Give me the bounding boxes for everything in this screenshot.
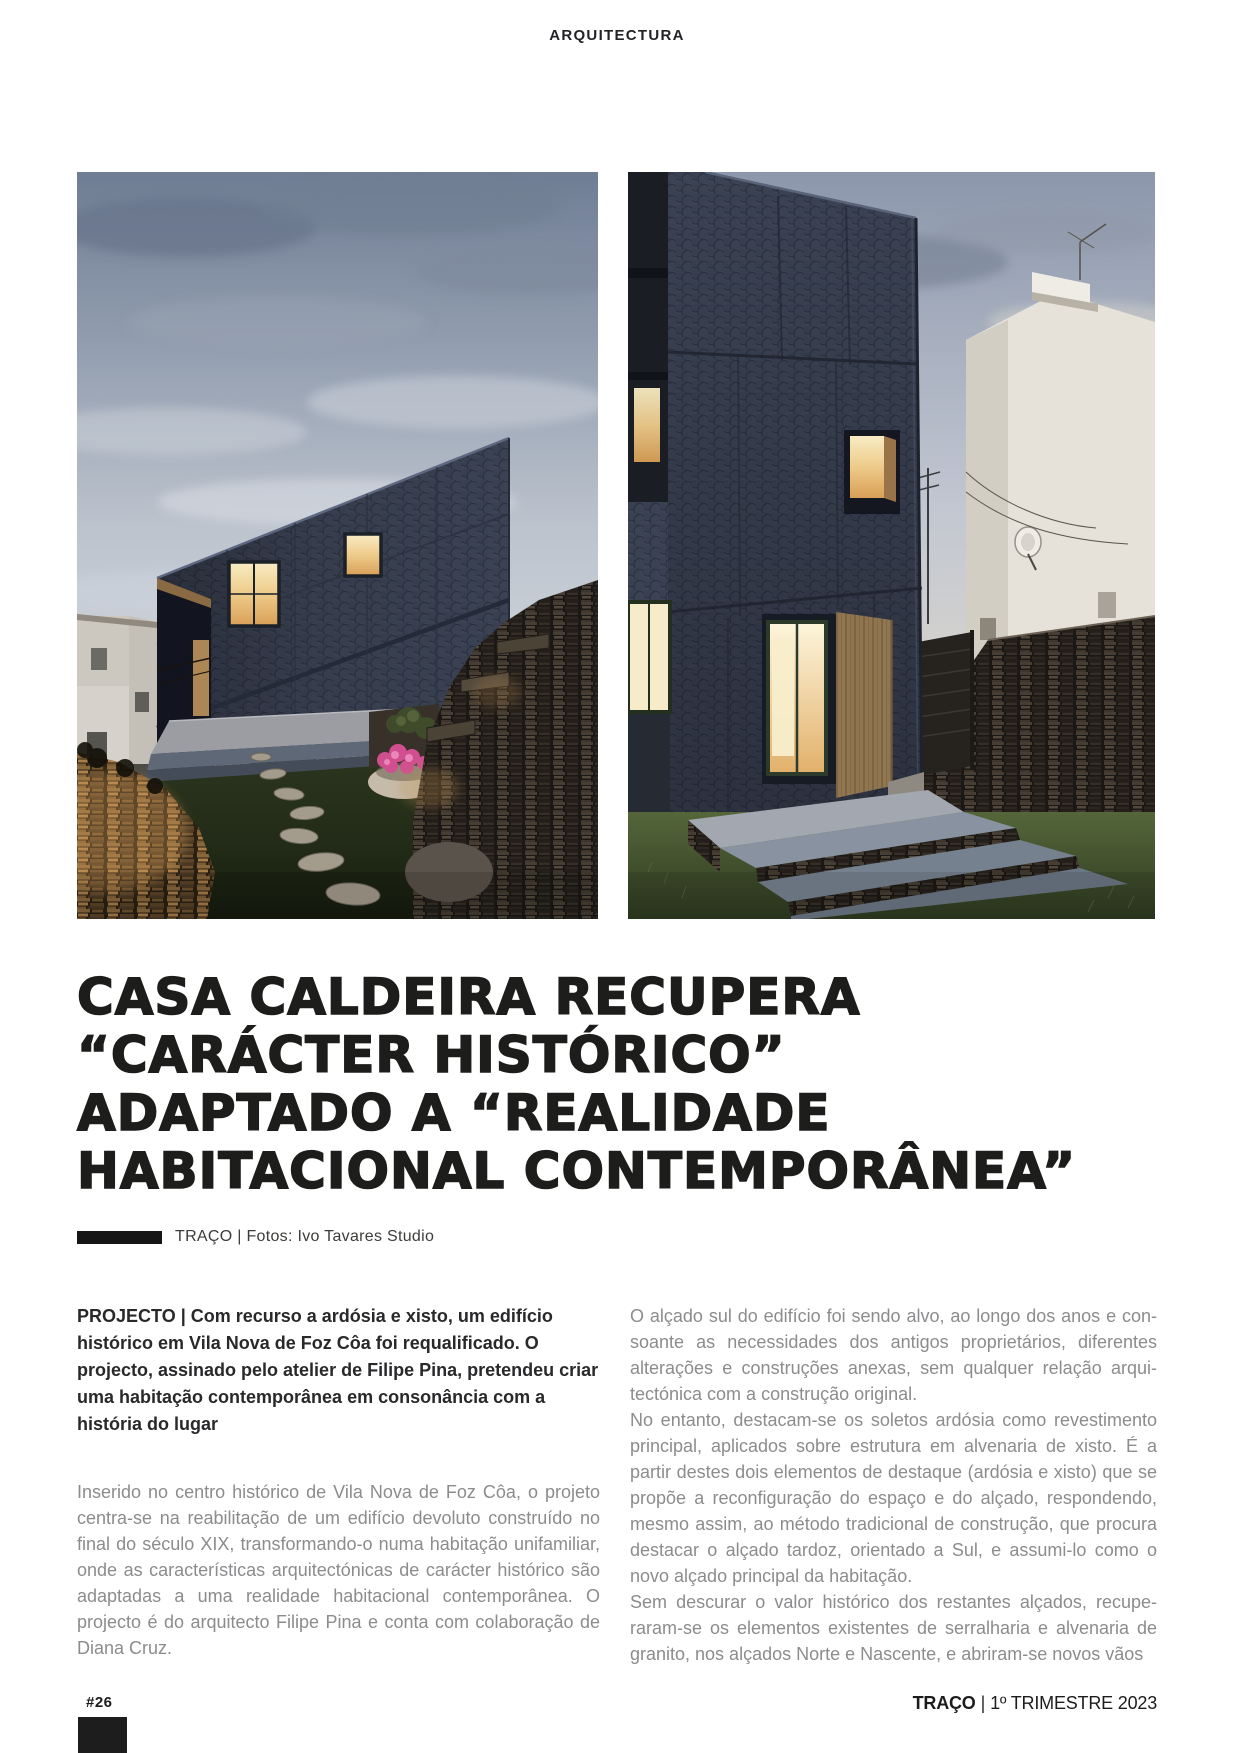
byline xyxy=(77,1228,434,1246)
issue-footer xyxy=(913,1693,1157,1714)
photo-right-facade-detail xyxy=(628,172,1155,919)
lead-paragraph: PROJECTO | Com recurso a ardósia e xisto, um edifício histórico em Vila Nova de Foz Côa foi requalificado. O projecto, assinado pelo atelier de Filipe Pina, pretendeu criar uma habitação contemporânea em consonância com a história do lugar xyxy=(77,1306,599,1434)
right-photo-illustration xyxy=(628,172,1155,919)
magazine-name: TRAÇO xyxy=(912,1693,976,1713)
footer-separator: | xyxy=(980,1693,986,1713)
headline-line-4: HABITACIONAL CONTEMPORÂNEA” xyxy=(77,1142,1077,1200)
page-number: #26 xyxy=(86,1694,113,1711)
small-lit-window xyxy=(844,430,900,514)
body-paragraph: Sem descurar o valor histórico dos restantes alçados, recuperaram-se os elementos existentes de serralharia e alvenaria de granito, nos alçados Norte e Nascente, e abriram-se novos vãos xyxy=(630,1592,1157,1664)
headline-line-1: CASA CALDEIRA RECUPERA xyxy=(77,968,861,1026)
body-paragraph: No entanto, destacam-se os soletos ardósia como revestimento principal, aplicados sobre estrutura em alvenaria de xisto. É a partir destes dois elementos de destaque (ardósia e xisto) que se propõe a reconfiguração do espaço e do alçado, respondendo, mesmo assim, ao método tradicional de construção, que procura destacar o alçado tardoz, orientado a Sul, e assumi-lo como o novo alçado principal da habitação. xyxy=(630,1410,1157,1586)
byline-black-bar xyxy=(77,1231,162,1244)
corner-black-square xyxy=(78,1717,127,1753)
glass-door xyxy=(762,614,836,784)
headline-line-2: “CARÁCTER HISTÓRICO” xyxy=(77,1026,786,1084)
left-column xyxy=(77,1479,600,1661)
headline-line-3: ADAPTADO A “REALIDADE xyxy=(77,1084,831,1142)
left-edge-window-strip xyxy=(628,172,670,882)
metal-gate xyxy=(916,630,974,778)
photo-left-house-garden xyxy=(77,172,598,919)
body-paragraph: O alçado sul do edifício foi sendo alvo, ao longo dos anos e consoante as necessidades dos antigos proprietários, diferentes alterações e construções anexas, sem qualquer relação arquitectónica com a construção original. xyxy=(630,1306,1157,1404)
vignette xyxy=(77,872,598,919)
section-header: ARQUITECTURA xyxy=(549,27,685,44)
wood-panel xyxy=(836,612,892,798)
issue-label: 1º TRIMESTRE 2023 xyxy=(990,1693,1157,1713)
body-paragraph: Inserido no centro histórico de Vila Nova de Foz Côa, o projeto centra-se na reabilitação de um edifício devoluto construído no final do século XIX, transformando-o numa habitação unifamiliar, onde as características arquitectónicas de carácter histórico são adaptadas a uma realidade habitacional contemporânea. O projecto é do arquitecto Filipe Pina e conta com colaboração de Diana Cruz. xyxy=(77,1482,600,1658)
left-photo-illustration xyxy=(77,172,598,919)
right-column xyxy=(630,1303,1157,1667)
byline-text: TRAÇO | Fotos: Ivo Tavares Studio xyxy=(175,1228,435,1245)
vignette xyxy=(628,872,1155,919)
article-headline xyxy=(77,968,1157,1200)
